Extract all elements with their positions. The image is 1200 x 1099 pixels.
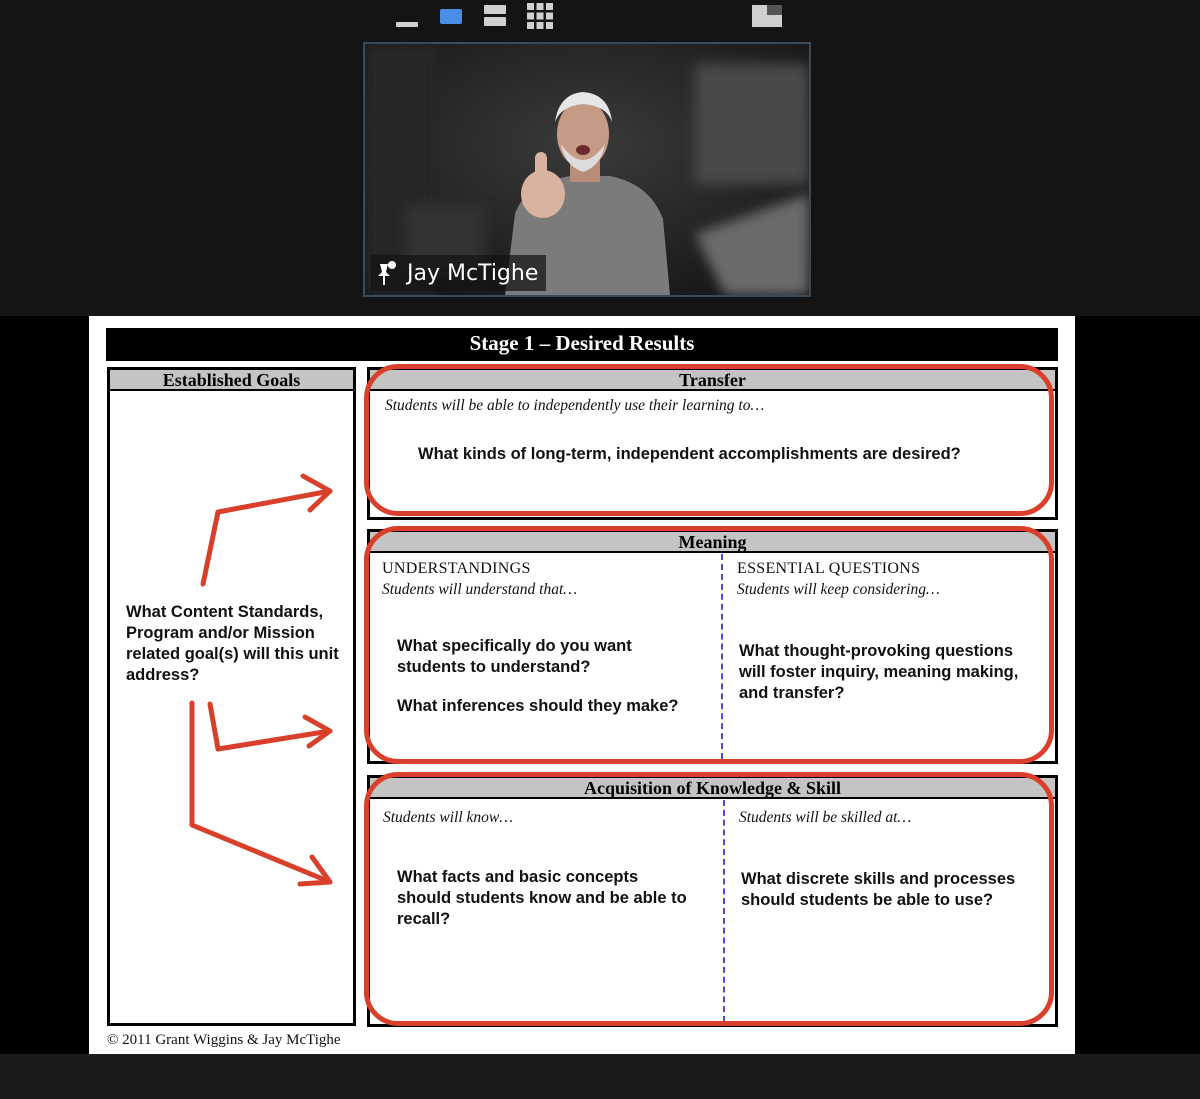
acquisition-header: Acquisition of Knowledge & Skill: [370, 778, 1055, 799]
annotation-arrows: [89, 316, 1075, 1054]
essential-questions-prompt: What thought-provoking questions will foster inquiry, meaning making, and transfer?: [739, 642, 1019, 702]
understandings-title: UNDERSTANDINGS: [382, 560, 531, 577]
exit-fullscreen-icon[interactable]: [751, 2, 783, 30]
participant-name: Jay McTighe: [407, 260, 539, 286]
established-goals-header: Established Goals: [110, 370, 353, 391]
essential-questions-subtitle: Students will keep considering…: [737, 581, 940, 598]
understandings-prompt: What specifically do you want students to understand?: [397, 637, 632, 676]
participant-name-tag: [371, 255, 546, 291]
know-subtitle: Students will know…: [383, 809, 514, 826]
know-prompt: What facts and basic concepts should students know and be able to recall?: [397, 868, 687, 928]
gallery-view-icon[interactable]: [526, 2, 554, 30]
strip-view-icon[interactable]: [482, 2, 508, 30]
skill-subtitle: Students will be skilled at…: [739, 809, 912, 826]
copyright-text: © 2011 Grant Wiggins & Jay McTighe: [107, 1032, 341, 1048]
pin-icon[interactable]: [377, 260, 397, 286]
slide-title: Stage 1 – Desired Results: [106, 328, 1058, 361]
transfer-prompt: What kinds of long-term, independent accomplishments are desired?: [418, 445, 961, 463]
inferences-prompt: What inferences should they make?: [397, 697, 679, 715]
goals-prompt: What Content Standards, Program and/or Mission related goal(s) will this unit address?: [126, 603, 339, 684]
shared-slide: [89, 316, 1075, 1054]
transfer-header: Transfer: [370, 370, 1055, 391]
bottom-strip: [0, 1054, 1200, 1099]
participant-video-tile[interactable]: [363, 42, 811, 297]
meaning-header: Meaning: [370, 532, 1055, 553]
speaker-view-icon[interactable]: [438, 2, 464, 30]
essential-questions-title: ESSENTIAL QUESTIONS: [737, 560, 921, 577]
understandings-subtitle: Students will understand that…: [382, 581, 578, 598]
meeting-toolbar: [0, 0, 1200, 40]
minimize-icon[interactable]: [394, 2, 420, 30]
transfer-subtitle: Students will be able to independently use their learning to…: [385, 397, 765, 414]
skill-prompt: What discrete skills and processes should students be able to use?: [741, 870, 1016, 909]
